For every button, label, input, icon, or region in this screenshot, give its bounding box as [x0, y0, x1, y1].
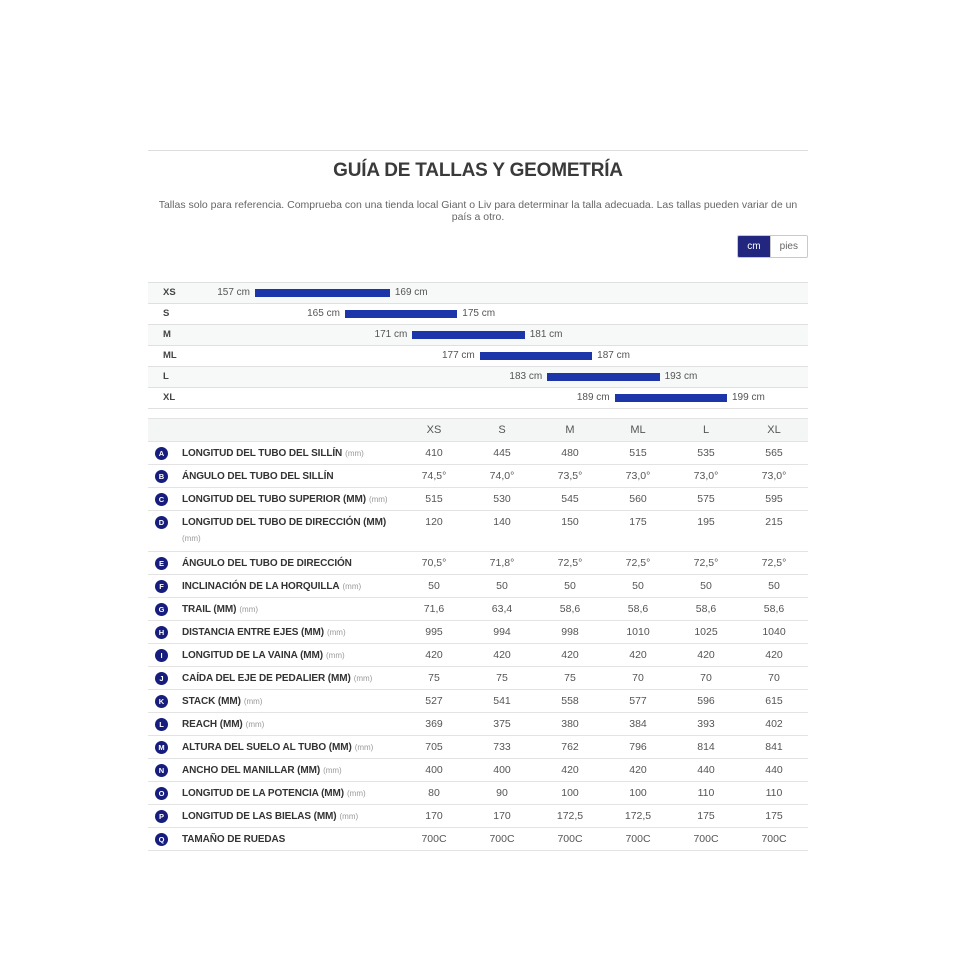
unit-suffix: (mm): [323, 765, 342, 775]
size-row-xl: [148, 388, 808, 409]
geometry-row-label: LONGITUD DEL TUBO DE DIRECCIÓN (MM) (mm): [182, 516, 400, 545]
unit-pies-button[interactable]: pies: [770, 236, 807, 257]
unit-suffix: (mm): [368, 494, 388, 504]
unit-suffix: (mm): [326, 627, 346, 637]
geometry-value: 762: [561, 740, 579, 753]
size-range-bar: [412, 331, 524, 339]
row-letter-badge: A: [155, 447, 168, 460]
unit-suffix: (mm): [342, 581, 362, 591]
geometry-value: 530: [493, 492, 511, 505]
geometry-value: 375: [493, 717, 511, 730]
size-min-label: 189 cm: [576, 392, 610, 403]
geometry-value: 535: [697, 446, 715, 459]
row-letter-badge: Q: [155, 833, 168, 846]
geometry-row-label: ÁNGULO DEL TUBO DE DIRECCIÓN: [182, 557, 352, 569]
unit-suffix: (mm): [347, 788, 366, 798]
geometry-row-o: [148, 782, 808, 805]
size-min-label: 177 cm: [441, 350, 475, 361]
size-min-label: 183 cm: [509, 371, 543, 382]
geometry-column-header: ML: [630, 424, 646, 436]
size-min-label: 171 cm: [374, 329, 408, 340]
geometry-row-i: [148, 644, 808, 667]
geometry-row-label: ANCHO DEL MANILLAR (MM) (mm): [182, 764, 342, 776]
size-row-l: [148, 367, 808, 388]
geometry-value: 369: [425, 717, 443, 730]
geometry-value: 700C: [625, 832, 651, 845]
unit-cm-button[interactable]: cm: [738, 236, 769, 257]
geometry-value: 700C: [693, 832, 719, 845]
geometry-row-label: INCLINACIÓN DE LA HORQUILLA (mm): [182, 580, 362, 592]
geometry-value: 120: [425, 516, 443, 528]
row-letter-badge: J: [155, 672, 168, 685]
geometry-value: 814: [697, 740, 715, 753]
size-label: ML: [163, 350, 177, 361]
geometry-value: 400: [425, 763, 443, 776]
geometry-value: 195: [697, 516, 715, 528]
page-subtitle: Tallas solo para referencia. Comprueba con una tienda local Giant o Liv para determinar la talla adecuada. Las tallas pueden variar de un país a otro.: [158, 199, 798, 223]
geometry-column-header: M: [565, 424, 575, 436]
size-label: M: [163, 329, 171, 340]
geometry-value: 558: [561, 694, 579, 707]
geometry-value: 596: [697, 694, 715, 707]
geometry-value: 700C: [761, 832, 787, 845]
geometry-value: 73,0°: [761, 469, 787, 482]
geometry-value: 58,6: [627, 602, 649, 615]
geometry-row-label: REACH (MM) (mm): [182, 718, 265, 730]
geometry-value: 705: [425, 740, 443, 753]
geometry-value: 80: [428, 786, 440, 799]
geometry-row-label: LONGITUD DE LA POTENCIA (MM) (mm): [182, 787, 366, 799]
geometry-value: 71,8°: [489, 556, 515, 569]
size-range-bar: [255, 289, 390, 297]
geometry-value: 50: [564, 579, 576, 592]
geometry-column-header: L: [702, 424, 710, 436]
size-label: XS: [163, 287, 176, 298]
unit-suffix: (mm): [345, 448, 364, 458]
geometry-value: 995: [425, 625, 443, 638]
geometry-value: 700C: [421, 832, 447, 845]
geometry-value: 73,0°: [693, 469, 719, 482]
size-label: S: [163, 308, 170, 319]
geometry-value: 72,5°: [693, 556, 719, 569]
geometry-value: 172,5: [556, 809, 584, 822]
geometry-row-e: [148, 552, 808, 575]
geometry-value: 565: [765, 446, 783, 459]
size-range-bar: [547, 373, 659, 381]
geometry-value: 63,4: [491, 602, 513, 615]
geometry-value: 175: [765, 809, 783, 822]
geometry-value: 994: [493, 625, 511, 638]
geometry-value: 440: [765, 763, 783, 776]
geometry-value: 70: [632, 671, 644, 684]
size-min-label: 165 cm: [307, 308, 340, 319]
geometry-value: 384: [629, 717, 647, 730]
unit-suffix: (mm): [182, 534, 201, 543]
geometry-value: 402: [765, 717, 783, 730]
geometry-row-f: [148, 575, 808, 598]
geometry-value: 733: [493, 740, 511, 753]
unit-suffix: (mm): [239, 604, 259, 614]
size-row-s: [148, 304, 808, 325]
row-letter-badge: P: [155, 810, 168, 823]
geometry-row-n: [148, 759, 808, 782]
geometry-value: 50: [496, 579, 508, 592]
geometry-value: 420: [561, 763, 579, 776]
geometry-row-c: [148, 488, 808, 511]
geometry-row-h: [148, 621, 808, 644]
geometry-value: 73,0°: [625, 469, 651, 482]
geometry-value: 420: [697, 648, 715, 661]
size-range-chart: [148, 282, 808, 409]
geometry-value: 577: [629, 694, 647, 707]
geometry-row-label: TAMAÑO DE RUEDAS: [182, 833, 286, 845]
geometry-value: 215: [765, 516, 783, 528]
geometry-row-label: DISTANCIA ENTRE EJES (MM) (mm): [182, 626, 346, 638]
geometry-value: 380: [561, 717, 579, 730]
unit-toggle: [737, 235, 808, 258]
geometry-value: 1025: [694, 625, 718, 638]
geometry-value: 527: [425, 694, 443, 707]
geometry-value: 72,5°: [625, 556, 651, 569]
geometry-value: 75: [496, 671, 508, 684]
geometry-value: 172,5: [624, 809, 652, 822]
geometry-value: 70: [768, 671, 780, 684]
geometry-value: 110: [765, 786, 783, 799]
geometry-value: 393: [697, 717, 715, 730]
row-letter-badge: M: [155, 741, 168, 754]
geometry-value: 70: [700, 671, 712, 684]
page-title: GUÍA DE TALLAS Y GEOMETRÍA: [333, 160, 623, 181]
geometry-value: 71,6: [423, 602, 445, 615]
geometry-value: 541: [493, 694, 511, 707]
geometry-value: 150: [561, 516, 579, 528]
size-label: L: [163, 371, 169, 382]
unit-suffix: (mm): [243, 696, 263, 706]
geometry-value: 90: [496, 786, 508, 799]
geometry-value: 74,5°: [421, 469, 447, 482]
geometry-value: 58,6: [695, 602, 717, 615]
geometry-value: 110: [697, 786, 715, 799]
geometry-value: 595: [765, 492, 783, 505]
unit-suffix: (mm): [339, 811, 359, 821]
unit-toggle-wrap: [148, 235, 808, 258]
geometry-value: 796: [629, 740, 647, 753]
geometry-row-k: [148, 690, 808, 713]
geometry-row-d: [148, 511, 808, 552]
geometry-row-label: ÁNGULO DEL TUBO DEL SILLÍN: [182, 470, 334, 482]
geometry-value: 140: [493, 516, 511, 528]
geometry-row-label: ALTURA DEL SUELO AL TUBO (MM) (mm): [182, 741, 374, 753]
geometry-value: 170: [493, 809, 511, 822]
geometry-column-header: S: [498, 424, 506, 436]
geometry-value: 615: [765, 694, 783, 707]
row-letter-badge: G: [155, 603, 168, 616]
geometry-row-l: [148, 713, 808, 736]
geometry-row-p: [148, 805, 808, 828]
row-letter-badge: E: [155, 557, 168, 570]
geometry-value: 50: [428, 579, 440, 592]
row-letter-badge: D: [155, 516, 168, 529]
row-letter-badge: N: [155, 764, 168, 777]
size-row-m: [148, 325, 808, 346]
geometry-value: 75: [428, 671, 440, 684]
geometry-row-label: TRAIL (MM) (mm): [182, 603, 259, 615]
geometry-value: 515: [629, 446, 647, 459]
geometry-value: 70,5°: [421, 556, 447, 569]
geometry-value: 1040: [762, 625, 786, 638]
geometry-value: 575: [697, 492, 715, 505]
geometry-value: 440: [697, 763, 715, 776]
size-range-bar: [480, 352, 592, 360]
geometry-table: [148, 418, 808, 851]
geometry-value: 74,0°: [489, 469, 515, 482]
size-max-label: 169 cm: [394, 287, 428, 298]
row-letter-badge: K: [155, 695, 168, 708]
geometry-value: 75: [564, 671, 576, 684]
geometry-value: 170: [425, 809, 443, 822]
geometry-row-label: LONGITUD DEL TUBO SUPERIOR (MM) (mm): [182, 493, 388, 505]
geometry-value: 420: [765, 648, 783, 661]
geometry-value: 1010: [626, 625, 650, 638]
geometry-value: 50: [768, 579, 780, 592]
geometry-row-m: [148, 736, 808, 759]
row-letter-badge: C: [155, 493, 168, 506]
size-range-bar: [615, 394, 727, 402]
size-max-label: 193 cm: [664, 371, 698, 382]
geometry-value: 420: [425, 648, 443, 661]
geometry-value: 58,6: [559, 602, 581, 615]
geometry-row-label: CAÍDA DEL EJE DE PEDALIER (MM) (mm): [182, 672, 373, 684]
geometry-value: 515: [425, 492, 443, 505]
size-range-bar: [345, 310, 457, 318]
geometry-row-label: STACK (MM) (mm): [182, 695, 263, 707]
geometry-value: 400: [493, 763, 511, 776]
geometry-row-g: [148, 598, 808, 621]
geometry-value: 72,5°: [557, 556, 583, 569]
size-max-label: 187 cm: [597, 350, 630, 361]
geometry-value: 420: [561, 648, 579, 661]
size-row-xs: [148, 283, 808, 304]
row-letter-badge: H: [155, 626, 168, 639]
unit-suffix: (mm): [354, 742, 374, 752]
unit-suffix: (mm): [245, 719, 265, 729]
row-letter-badge: B: [155, 470, 168, 483]
geometry-column-header: XS: [426, 424, 442, 436]
geometry-value: 100: [629, 786, 647, 799]
geometry-value: 998: [561, 625, 579, 638]
geometry-value: 445: [493, 446, 511, 459]
geometry-row-q: [148, 828, 808, 851]
geometry-value: 700C: [489, 832, 515, 845]
geometry-column-header: XL: [767, 424, 781, 436]
unit-suffix: (mm): [326, 650, 345, 660]
size-min-label: 157 cm: [217, 287, 250, 298]
geometry-header-row: [148, 418, 808, 442]
geometry-value: 175: [697, 809, 715, 822]
geometry-value: 545: [561, 492, 579, 505]
geometry-row-j: [148, 667, 808, 690]
geometry-row-label: LONGITUD DE LAS BIELAS (MM) (mm): [182, 810, 359, 822]
geometry-value: 72,5°: [761, 556, 787, 569]
geometry-value: 841: [765, 740, 783, 753]
geometry-value: 100: [561, 786, 579, 799]
size-label: XL: [163, 392, 176, 403]
geometry-row-label: LONGITUD DE LA VAINA (MM) (mm): [182, 649, 345, 661]
size-max-label: 181 cm: [529, 329, 563, 340]
geometry-value: 50: [700, 579, 712, 592]
geometry-value: 50: [632, 579, 644, 592]
geometry-value: 58,6: [763, 602, 785, 615]
size-max-label: 199 cm: [732, 392, 765, 403]
size-geometry-panel: [148, 150, 808, 851]
geometry-value: 480: [561, 446, 579, 459]
geometry-row-label: LONGITUD DEL TUBO DEL SILLÍN (mm): [182, 447, 364, 459]
size-max-label: 175 cm: [462, 308, 496, 319]
row-letter-badge: L: [155, 718, 168, 731]
row-letter-badge: F: [155, 580, 168, 593]
geometry-value: 73,5°: [557, 469, 583, 482]
geometry-value: 560: [629, 492, 647, 505]
geometry-value: 420: [493, 648, 511, 661]
row-letter-badge: I: [155, 649, 168, 662]
geometry-row-b: [148, 465, 808, 488]
geometry-value: 175: [629, 516, 647, 528]
geometry-value: 410: [425, 446, 443, 459]
geometry-value: 420: [629, 648, 647, 661]
size-row-ml: [148, 346, 808, 367]
geometry-value: 420: [629, 763, 647, 776]
geometry-row-a: [148, 442, 808, 465]
row-letter-badge: O: [155, 787, 168, 800]
geometry-value: 700C: [557, 832, 583, 845]
unit-suffix: (mm): [353, 673, 373, 683]
